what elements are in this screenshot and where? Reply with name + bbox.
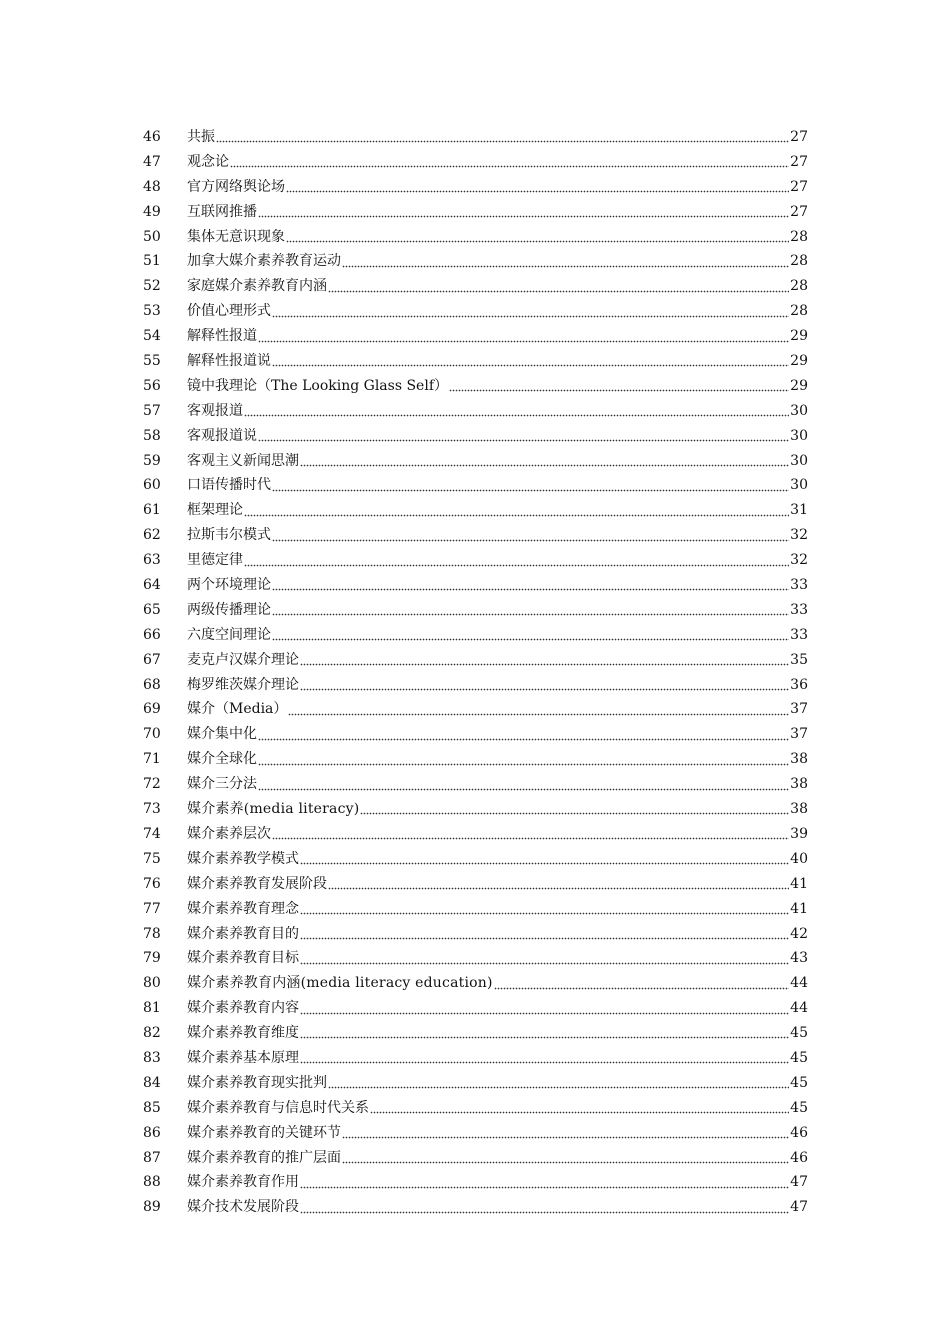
toc-dot-leader — [288, 712, 789, 716]
toc-entry-page-number: 30 — [790, 402, 808, 419]
toc-entry-number: 66 — [143, 626, 161, 643]
toc-entry[interactable] — [143, 324, 808, 349]
toc-entry-number: 78 — [143, 925, 161, 942]
toc-dot-leader — [244, 414, 789, 418]
toc-entry-page-number: 45 — [790, 1074, 808, 1091]
toc-dot-leader — [360, 812, 789, 816]
toc-entry-number: 69 — [143, 701, 161, 718]
toc-entry-page-number: 44 — [790, 975, 808, 992]
toc-entry-page-number: 27 — [790, 178, 808, 195]
toc-entry[interactable] — [143, 847, 808, 872]
toc-entry-number: 50 — [143, 228, 161, 245]
toc-entry[interactable] — [143, 374, 808, 399]
toc-entry-page-number: 47 — [790, 1199, 808, 1216]
toc-entry-title: 观念论 — [187, 153, 229, 170]
toc-entry-number: 51 — [143, 253, 161, 270]
toc-dot-leader — [300, 663, 789, 667]
toc-dot-leader — [370, 1111, 789, 1115]
toc-entry-title: 里德定律 — [187, 552, 243, 569]
toc-entry[interactable] — [143, 200, 808, 225]
toc-entry-title: 媒介素养教育内容 — [187, 1000, 299, 1017]
toc-entry[interactable] — [143, 523, 808, 548]
toc-entry-page-number: 38 — [790, 776, 808, 793]
toc-entry[interactable] — [143, 175, 808, 200]
toc-entry-number: 63 — [143, 552, 161, 569]
toc-entry-page-number: 33 — [790, 626, 808, 643]
toc-entry-number: 70 — [143, 726, 161, 743]
toc-entry-number: 68 — [143, 676, 161, 693]
toc-entry-page-number: 44 — [790, 1000, 808, 1017]
toc-dot-leader — [300, 1210, 789, 1214]
toc-entry[interactable] — [143, 498, 808, 523]
toc-entry-title: 价值心理形式 — [187, 303, 271, 320]
toc-entry-page-number: 37 — [790, 726, 808, 743]
toc-dot-leader — [494, 986, 790, 990]
toc-entry-title: 媒介素养教育的关键环节 — [187, 1124, 341, 1141]
toc-entry-number: 74 — [143, 825, 161, 842]
toc-entry-page-number: 32 — [790, 527, 808, 544]
toc-entry-number: 89 — [143, 1199, 161, 1216]
toc-dot-leader — [286, 239, 789, 243]
toc-entry-number: 79 — [143, 950, 161, 967]
toc-entry-title: 互联网推播 — [187, 203, 257, 220]
toc-dot-leader — [286, 190, 789, 194]
toc-entry-title: 客观报道说 — [187, 427, 257, 444]
toc-entry-title: 客观报道 — [187, 402, 243, 419]
toc-entry-number: 46 — [143, 129, 161, 145]
toc-entry-page-number: 36 — [790, 676, 808, 693]
toc-entry-number: 73 — [143, 801, 161, 818]
toc-entry-title: 媒介素养教学模式 — [187, 850, 299, 867]
toc-entry[interactable] — [143, 673, 808, 698]
toc-entry-page-number: 28 — [790, 253, 808, 270]
toc-entry[interactable] — [143, 772, 808, 797]
toc-entry[interactable] — [143, 424, 808, 449]
toc-dot-leader — [300, 1061, 789, 1065]
toc-entry-number: 71 — [143, 751, 161, 768]
toc-dot-leader — [258, 339, 789, 343]
toc-dot-leader — [258, 439, 789, 443]
toc-entry[interactable] — [143, 946, 808, 971]
toc-dot-leader — [272, 488, 789, 492]
toc-entry-title: 拉斯韦尔模式 — [187, 527, 271, 544]
toc-entry-page-number: 29 — [790, 377, 808, 394]
toc-entry-number: 47 — [143, 153, 161, 170]
toc-dot-leader — [300, 1011, 789, 1015]
toc-entry-number: 53 — [143, 303, 161, 320]
toc-entry-page-number: 29 — [790, 353, 808, 370]
toc-entry-title: 媒介素养教育发展阶段 — [187, 875, 327, 892]
toc-entry-page-number: 30 — [790, 452, 808, 469]
toc-entry-title: 客观主义新闻思潮 — [187, 452, 299, 469]
toc-entry-title: 镜中我理论（The Looking Glass Self） — [187, 377, 448, 394]
toc-entry[interactable] — [143, 722, 808, 747]
toc-entry-title: 媒介素养教育的推广层面 — [187, 1149, 341, 1166]
toc-entry[interactable] — [143, 872, 808, 897]
toc-entry-page-number: 47 — [790, 1174, 808, 1191]
toc-entry-page-number: 37 — [790, 701, 808, 718]
toc-dot-leader — [258, 787, 789, 791]
toc-dot-leader — [328, 887, 789, 891]
toc-entry-number: 76 — [143, 875, 161, 892]
toc-entry-title: 解释性报道说 — [187, 353, 271, 370]
toc-entry-page-number: 41 — [790, 875, 808, 892]
toc-entry-title: 两个环境理论 — [187, 577, 271, 594]
toc-entry[interactable] — [143, 1170, 808, 1195]
toc-dot-leader — [258, 215, 789, 219]
toc-entry-number: 65 — [143, 601, 161, 618]
toc-entry-title: 集体无意识现象 — [187, 228, 285, 245]
toc-entry-title: 加拿大媒介素养教育运动 — [187, 253, 341, 270]
toc-entry[interactable] — [143, 573, 808, 598]
toc-dot-leader — [342, 1136, 789, 1140]
toc-entry-number: 75 — [143, 850, 161, 867]
toc-entry-title: 媒介素养教育现实批判 — [187, 1074, 327, 1091]
toc-entry-page-number: 29 — [790, 328, 808, 345]
toc-dot-leader — [342, 1160, 789, 1164]
toc-entry-page-number: 30 — [790, 477, 808, 494]
toc-entry-page-number: 27 — [790, 203, 808, 220]
toc-entry-number: 62 — [143, 527, 161, 544]
toc-entry[interactable] — [143, 150, 808, 175]
toc-entry-page-number: 28 — [790, 278, 808, 295]
toc-entry-page-number: 45 — [790, 1099, 808, 1116]
toc-entry[interactable] — [143, 1121, 808, 1146]
toc-entry-page-number: 30 — [790, 427, 808, 444]
toc-entry[interactable] — [143, 399, 808, 424]
toc-entry-page-number: 45 — [790, 1025, 808, 1042]
toc-dot-leader — [258, 737, 789, 741]
toc-dot-leader — [300, 1036, 789, 1040]
toc-entry-page-number: 33 — [790, 577, 808, 594]
toc-entry-number: 72 — [143, 776, 161, 793]
toc-entry-page-number: 45 — [790, 1049, 808, 1066]
toc-entry-page-number: 33 — [790, 601, 808, 618]
toc-entry[interactable] — [143, 897, 808, 922]
toc-entry[interactable] — [143, 996, 808, 1021]
toc-dot-leader — [230, 165, 789, 169]
toc-dot-leader — [272, 538, 789, 542]
toc-dot-leader — [272, 588, 789, 592]
toc-entry[interactable] — [143, 623, 808, 648]
toc-dot-leader — [300, 862, 789, 866]
toc-entry[interactable] — [143, 1195, 808, 1220]
toc-entry-page-number: 43 — [790, 950, 808, 967]
toc-entry[interactable] — [143, 548, 808, 573]
toc-entry-page-number: 40 — [790, 850, 808, 867]
toc-entry-page-number: 38 — [790, 751, 808, 768]
toc-entry[interactable] — [143, 922, 808, 947]
toc-entry-title: 媒介素养教育内涵(media literacy education) — [187, 975, 493, 992]
toc-entry-title: 口语传播时代 — [187, 477, 271, 494]
toc-entry-number: 61 — [143, 502, 161, 519]
toc-entry-title: 媒介素养基本原理 — [187, 1049, 299, 1066]
toc-entry-number: 48 — [143, 178, 161, 195]
toc-entry[interactable] — [143, 598, 808, 623]
toc-entry-page-number: 28 — [790, 303, 808, 320]
toc-entry-number: 85 — [143, 1099, 161, 1116]
toc-entry-number: 87 — [143, 1149, 161, 1166]
toc-entry-title: 媒介素养教育与信息时代关系 — [187, 1099, 369, 1116]
toc-dot-leader — [258, 762, 789, 766]
toc-dot-leader — [244, 513, 789, 517]
toc-entry-number: 82 — [143, 1025, 161, 1042]
toc-entry-number: 80 — [143, 975, 161, 992]
toc-dot-leader — [300, 912, 789, 916]
toc-dot-leader — [272, 837, 789, 841]
toc-dot-leader — [328, 289, 789, 293]
toc-entry[interactable] — [143, 1046, 808, 1071]
toc-entry[interactable] — [143, 1096, 808, 1121]
toc-entry-page-number: 32 — [790, 552, 808, 569]
toc-entry-title: 两级传播理论 — [187, 601, 271, 618]
toc-entry-title: 媒介素养教育理念 — [187, 900, 299, 917]
toc-entry-number: 86 — [143, 1124, 161, 1141]
toc-entry[interactable] — [143, 274, 808, 299]
toc-entry-title: 媒介技术发展阶段 — [187, 1199, 299, 1216]
toc-entry-page-number: 27 — [790, 153, 808, 170]
toc-entry-title: 梅罗维茨媒介理论 — [187, 676, 299, 693]
toc-entry-page-number: 38 — [790, 801, 808, 818]
toc-dot-leader — [300, 1185, 789, 1189]
toc-dot-leader — [272, 364, 789, 368]
toc-entry-number: 84 — [143, 1074, 161, 1091]
toc-dot-leader — [216, 140, 789, 144]
toc-entry-page-number: 27 — [790, 129, 808, 145]
toc-entry-number: 67 — [143, 651, 161, 668]
toc-entry-page-number: 46 — [790, 1124, 808, 1141]
toc-entry-title: 官方网络舆论场 — [187, 178, 285, 195]
toc-entry-title: 解释性报道 — [187, 328, 257, 345]
toc-entry-page-number: 42 — [790, 925, 808, 942]
toc-entry[interactable] — [143, 971, 808, 996]
toc-dot-leader — [272, 613, 789, 617]
toc-entry[interactable] — [143, 473, 808, 498]
toc-entry-title: 共振 — [187, 129, 215, 145]
toc-entry[interactable] — [143, 1146, 808, 1171]
toc-entry[interactable] — [143, 349, 808, 374]
toc-entry[interactable] — [143, 747, 808, 772]
toc-entry-title: 框架理论 — [187, 502, 243, 519]
toc-entry-page-number: 35 — [790, 651, 808, 668]
toc-entry-title: 媒介三分法 — [187, 776, 257, 793]
toc-entry-number: 55 — [143, 353, 161, 370]
toc-dot-leader — [300, 687, 789, 691]
toc-entry-number: 60 — [143, 477, 161, 494]
toc-entry-number: 56 — [143, 377, 161, 394]
toc-entry[interactable] — [143, 822, 808, 847]
toc-dot-leader — [272, 314, 789, 318]
toc-entry-number: 49 — [143, 203, 161, 220]
toc-dot-leader — [300, 463, 789, 467]
toc-dot-leader — [449, 389, 789, 393]
toc-entry-page-number: 41 — [790, 900, 808, 917]
toc-entry-title: 媒介（Media） — [187, 701, 288, 718]
toc-entry-page-number: 28 — [790, 228, 808, 245]
toc-entry-number: 64 — [143, 577, 161, 594]
toc-entry-number: 88 — [143, 1174, 161, 1191]
toc-dot-leader — [244, 563, 789, 567]
toc-entry-number: 81 — [143, 1000, 161, 1017]
toc-entry-number: 59 — [143, 452, 161, 469]
toc-dot-leader — [300, 936, 789, 940]
toc-entry-title: 媒介素养教育维度 — [187, 1025, 299, 1042]
toc-entry[interactable] — [143, 1071, 808, 1096]
toc-entry-title: 家庭媒介素养教育内涵 — [187, 278, 327, 295]
toc-dot-leader — [328, 1086, 789, 1090]
toc-entry[interactable] — [143, 449, 808, 474]
toc-entry-number: 52 — [143, 278, 161, 295]
toc-entry[interactable] — [143, 225, 808, 250]
toc-entry[interactable] — [143, 797, 808, 822]
toc-entry[interactable] — [143, 697, 808, 722]
toc-entry-title: 媒介素养(media literacy) — [187, 801, 360, 818]
toc-entry-title: 媒介素养教育目的 — [187, 925, 299, 942]
toc-entry-number: 57 — [143, 402, 161, 419]
toc-dot-leader — [342, 264, 789, 268]
toc-entry[interactable] — [143, 249, 808, 274]
toc-entry-title: 媒介素养教育目标 — [187, 950, 299, 967]
toc-entry-title: 媒介集中化 — [187, 726, 257, 743]
toc-entry-number: 54 — [143, 328, 161, 345]
toc-dot-leader — [272, 638, 789, 642]
toc-entry-page-number: 46 — [790, 1149, 808, 1166]
toc-entry[interactable] — [143, 299, 808, 324]
toc-entry-title: 媒介全球化 — [187, 751, 257, 768]
toc-entry-number: 58 — [143, 427, 161, 444]
toc-entry-page-number: 31 — [790, 502, 808, 519]
toc-entry-title: 媒介素养层次 — [187, 825, 271, 842]
toc-entry-number: 77 — [143, 900, 161, 917]
toc-dot-leader — [300, 961, 789, 965]
toc-entry[interactable] — [143, 125, 808, 150]
toc-entry-title: 六度空间理论 — [187, 626, 271, 643]
toc-entry[interactable] — [143, 1021, 808, 1046]
toc-entry-number: 83 — [143, 1049, 161, 1066]
toc-entry-title: 媒介素养教育作用 — [187, 1174, 299, 1191]
toc-entry-page-number: 39 — [790, 825, 808, 842]
toc-entry-title: 麦克卢汉媒介理论 — [187, 651, 299, 668]
toc-entry[interactable] — [143, 648, 808, 673]
table-of-contents — [143, 125, 808, 1220]
